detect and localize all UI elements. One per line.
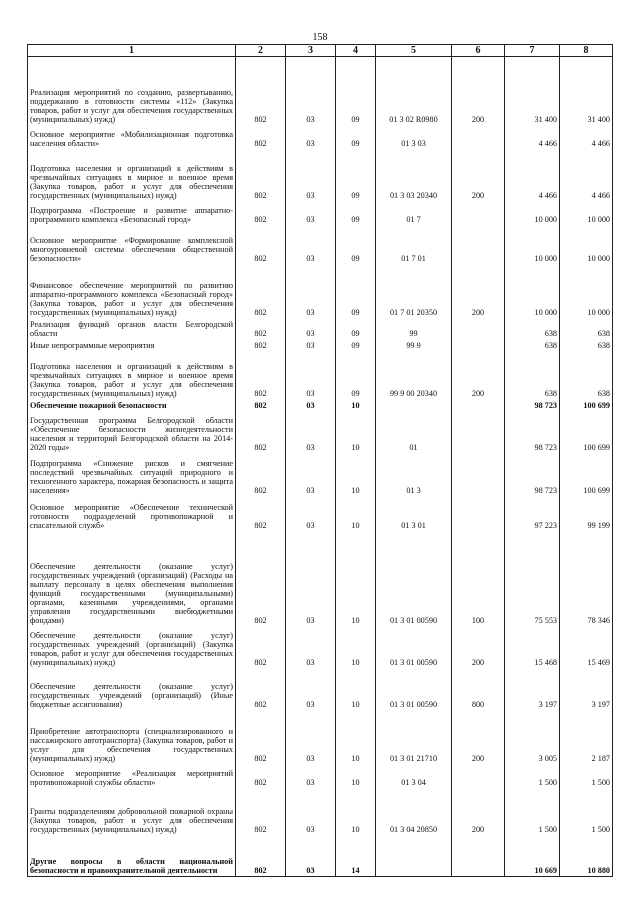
row-code-target: 01 3 01 00590 bbox=[376, 531, 452, 626]
row-code-target: 01 bbox=[376, 411, 452, 453]
row-code-expense-type: 200 bbox=[452, 149, 505, 201]
row-code-expense-type bbox=[452, 399, 505, 411]
row-code-expense-type bbox=[452, 453, 505, 496]
row-code-subsection: 09 bbox=[336, 201, 376, 225]
row-code-section: 03 bbox=[286, 788, 336, 835]
row-amount-year1: 10 000 bbox=[505, 225, 560, 264]
row-code-expense-type bbox=[452, 125, 505, 149]
table-row bbox=[28, 57, 613, 125]
row-code-target: 01 3 bbox=[376, 453, 452, 496]
row-code-ministry: 802 bbox=[236, 411, 286, 453]
row-code-expense-type: 200 bbox=[452, 626, 505, 668]
row-code-subsection: 09 bbox=[336, 264, 376, 318]
column-header: 8 bbox=[560, 45, 613, 57]
row-code-expense-type: 200 bbox=[452, 710, 505, 764]
row-amount-year1: 638 bbox=[505, 351, 560, 399]
row-code-target: 99 bbox=[376, 318, 452, 339]
row-amount-year2: 638 bbox=[560, 318, 613, 339]
row-amount-year2: 1 500 bbox=[560, 764, 613, 788]
row-code-target: 01 7 01 bbox=[376, 225, 452, 264]
row-description: Подпрограмма «Построение и развитие аппаратно-программного комплекса «Безопасный город» bbox=[28, 201, 236, 225]
table-row bbox=[28, 788, 613, 835]
row-code-subsection: 10 bbox=[336, 531, 376, 626]
table-row bbox=[28, 626, 613, 668]
row-code-target: 01 7 bbox=[376, 201, 452, 225]
row-amount-year2: 100 699 bbox=[560, 399, 613, 411]
row-code-ministry: 802 bbox=[236, 57, 286, 125]
row-code-subsection: 09 bbox=[336, 125, 376, 149]
row-code-subsection: 09 bbox=[336, 225, 376, 264]
row-code-ministry: 802 bbox=[236, 225, 286, 264]
row-code-target: 01 3 02 R0980 bbox=[376, 57, 452, 125]
row-amount-year1: 638 bbox=[505, 339, 560, 351]
column-header: 2 bbox=[236, 45, 286, 57]
row-amount-year2: 99 199 bbox=[560, 496, 613, 531]
row-code-target: 99 9 00 20340 bbox=[376, 351, 452, 399]
row-code-target: 01 3 04 20850 bbox=[376, 788, 452, 835]
column-header: 3 bbox=[286, 45, 336, 57]
row-amount-year2: 100 699 bbox=[560, 453, 613, 496]
row-description: Приобретение автотранспорта (специализированного и пассажирского автотранспорта) (Закупка товаров, работ и услуг для обеспечения государственных (муниципальных) нужд) bbox=[28, 710, 236, 764]
row-code-ministry: 802 bbox=[236, 264, 286, 318]
row-amount-year2: 4 466 bbox=[560, 125, 613, 149]
table-row bbox=[28, 125, 613, 149]
row-code-section: 03 bbox=[286, 57, 336, 125]
row-code-expense-type: 200 bbox=[452, 57, 505, 125]
table-row bbox=[28, 764, 613, 788]
row-description: Реализация мероприятий по созданию, развертыванию, поддержанию в готовности системы «112» (Закупка товаров, работ и услуг для обеспечения государственных (муниципальных) нужд) bbox=[28, 57, 236, 125]
row-code-section: 03 bbox=[286, 496, 336, 531]
row-amount-year2: 100 699 bbox=[560, 411, 613, 453]
row-code-target: 01 3 01 21710 bbox=[376, 710, 452, 764]
row-amount-year1: 10 000 bbox=[505, 264, 560, 318]
row-code-target bbox=[376, 835, 452, 877]
row-code-ministry: 802 bbox=[236, 201, 286, 225]
row-code-expense-type: 200 bbox=[452, 351, 505, 399]
table-row bbox=[28, 531, 613, 626]
page-number: 158 bbox=[312, 32, 328, 43]
row-description: Основное мероприятие «Мобилизационная подготовка населения области» bbox=[28, 125, 236, 149]
table-row bbox=[28, 225, 613, 264]
row-code-target: 01 3 03 20340 bbox=[376, 149, 452, 201]
table-row bbox=[28, 201, 613, 225]
row-code-section: 03 bbox=[286, 125, 336, 149]
row-code-subsection: 09 bbox=[336, 57, 376, 125]
row-code-subsection: 10 bbox=[336, 496, 376, 531]
row-amount-year2: 3 197 bbox=[560, 668, 613, 710]
row-code-section: 03 bbox=[286, 318, 336, 339]
row-amount-year2: 638 bbox=[560, 351, 613, 399]
row-code-expense-type bbox=[452, 411, 505, 453]
row-code-expense-type bbox=[452, 496, 505, 531]
row-code-expense-type: 100 bbox=[452, 531, 505, 626]
row-code-section: 03 bbox=[286, 411, 336, 453]
row-code-section: 03 bbox=[286, 225, 336, 264]
row-description: Реализация функций органов власти Белгородской области bbox=[28, 318, 236, 339]
table-row bbox=[28, 351, 613, 399]
row-code-subsection: 10 bbox=[336, 788, 376, 835]
row-code-ministry: 802 bbox=[236, 351, 286, 399]
row-amount-year2: 1 500 bbox=[560, 788, 613, 835]
row-code-subsection: 10 bbox=[336, 764, 376, 788]
table-row bbox=[28, 835, 613, 877]
row-code-ministry: 802 bbox=[236, 764, 286, 788]
row-description: Обеспечение деятельности (оказание услуг) государственных учреждений (организаций) (Расходы на выплату персоналу в целях обеспечения выполнения функций государственными (муниципальными) органами, казенными учреждениями, органами управления государственными внебюджетными фондами) bbox=[28, 531, 236, 626]
row-code-subsection: 10 bbox=[336, 668, 376, 710]
row-description: Гранты подразделениям добровольной пожарной охраны (Закупка товаров, работ и услуг для обеспечения государственных (муниципальных) нужд) bbox=[28, 788, 236, 835]
row-code-subsection: 09 bbox=[336, 149, 376, 201]
row-code-target: 01 3 03 bbox=[376, 125, 452, 149]
row-code-ministry: 802 bbox=[236, 496, 286, 531]
row-code-expense-type: 800 bbox=[452, 668, 505, 710]
row-code-section: 03 bbox=[286, 399, 336, 411]
row-description: Обеспечение деятельности (оказание услуг) государственных учреждений (организаций) (Закупка товаров, работ и услуг для обеспечения государственных (муниципальных) нужд) bbox=[28, 626, 236, 668]
row-code-expense-type bbox=[452, 201, 505, 225]
row-amount-year1: 97 223 bbox=[505, 496, 560, 531]
row-code-subsection: 10 bbox=[336, 710, 376, 764]
row-code-section: 03 bbox=[286, 339, 336, 351]
table-row bbox=[28, 453, 613, 496]
column-header: 1 bbox=[28, 45, 236, 57]
row-amount-year2: 10 880 bbox=[560, 835, 613, 877]
table-row bbox=[28, 264, 613, 318]
row-description: Обеспечение пожарной безопасности bbox=[28, 399, 236, 411]
row-code-section: 03 bbox=[286, 835, 336, 877]
row-code-subsection: 10 bbox=[336, 453, 376, 496]
row-amount-year1: 3 005 bbox=[505, 710, 560, 764]
row-description: Иные непрограммные мероприятия bbox=[28, 339, 236, 351]
table-row bbox=[28, 496, 613, 531]
row-code-target: 01 3 01 00590 bbox=[376, 668, 452, 710]
row-amount-year2: 4 466 bbox=[560, 149, 613, 201]
row-description: Обеспечение деятельности (оказание услуг) государственных учреждений (организаций) (Иные бюджетные ассигнования) bbox=[28, 668, 236, 710]
row-amount-year2: 78 346 bbox=[560, 531, 613, 626]
row-amount-year2: 2 187 bbox=[560, 710, 613, 764]
row-code-section: 03 bbox=[286, 351, 336, 399]
row-amount-year1: 4 466 bbox=[505, 125, 560, 149]
row-amount-year2: 15 469 bbox=[560, 626, 613, 668]
row-code-ministry: 802 bbox=[236, 125, 286, 149]
row-code-target: 01 7 01 20350 bbox=[376, 264, 452, 318]
row-code-target: 99 9 bbox=[376, 339, 452, 351]
row-amount-year1: 98 723 bbox=[505, 399, 560, 411]
row-amount-year1: 1 500 bbox=[505, 788, 560, 835]
row-code-subsection: 10 bbox=[336, 626, 376, 668]
row-amount-year1: 638 bbox=[505, 318, 560, 339]
row-code-ministry: 802 bbox=[236, 626, 286, 668]
row-code-section: 03 bbox=[286, 668, 336, 710]
row-code-subsection: 09 bbox=[336, 351, 376, 399]
row-amount-year1: 75 553 bbox=[505, 531, 560, 626]
table-row bbox=[28, 710, 613, 764]
row-code-section: 03 bbox=[286, 710, 336, 764]
row-code-ministry: 802 bbox=[236, 710, 286, 764]
row-code-expense-type bbox=[452, 764, 505, 788]
row-amount-year2: 31 400 bbox=[560, 57, 613, 125]
table-row bbox=[28, 318, 613, 339]
row-code-section: 03 bbox=[286, 264, 336, 318]
row-code-section: 03 bbox=[286, 201, 336, 225]
row-code-section: 03 bbox=[286, 626, 336, 668]
table-header-row bbox=[28, 45, 613, 57]
row-code-ministry: 802 bbox=[236, 668, 286, 710]
row-amount-year1: 1 500 bbox=[505, 764, 560, 788]
row-amount-year2: 10 000 bbox=[560, 264, 613, 318]
table-row bbox=[28, 411, 613, 453]
row-code-expense-type bbox=[452, 339, 505, 351]
row-code-expense-type bbox=[452, 318, 505, 339]
row-code-expense-type: 200 bbox=[452, 264, 505, 318]
row-code-ministry: 802 bbox=[236, 149, 286, 201]
row-code-expense-type bbox=[452, 835, 505, 877]
row-code-subsection: 09 bbox=[336, 339, 376, 351]
row-amount-year1: 31 400 bbox=[505, 57, 560, 125]
table-row bbox=[28, 149, 613, 201]
row-amount-year2: 10 000 bbox=[560, 201, 613, 225]
row-code-ministry: 802 bbox=[236, 835, 286, 877]
row-amount-year2: 638 bbox=[560, 339, 613, 351]
row-code-subsection: 09 bbox=[336, 318, 376, 339]
row-code-ministry: 802 bbox=[236, 453, 286, 496]
row-code-section: 03 bbox=[286, 149, 336, 201]
row-code-target: 01 3 01 bbox=[376, 496, 452, 531]
row-code-subsection: 14 bbox=[336, 835, 376, 877]
column-header: 4 bbox=[336, 45, 376, 57]
row-description: Государственная программа Белгородской области «Обеспечение безопасности жизнедеятельности населения и территорий Белгородской области на 2014-2020 годы» bbox=[28, 411, 236, 453]
row-amount-year1: 98 723 bbox=[505, 411, 560, 453]
table-row bbox=[28, 339, 613, 351]
row-code-expense-type bbox=[452, 225, 505, 264]
column-header: 7 bbox=[505, 45, 560, 57]
row-code-target: 01 3 04 bbox=[376, 764, 452, 788]
row-code-ministry: 802 bbox=[236, 318, 286, 339]
table-row bbox=[28, 668, 613, 710]
row-description: Подпрограмма «Снижение рисков и смягчение последствий чрезвычайных ситуаций природного и техногенного характера, пожарная безопасность и защита населения» bbox=[28, 453, 236, 496]
row-code-ministry: 802 bbox=[236, 531, 286, 626]
row-code-section: 03 bbox=[286, 764, 336, 788]
row-code-section: 03 bbox=[286, 531, 336, 626]
row-amount-year1: 3 197 bbox=[505, 668, 560, 710]
row-amount-year1: 4 466 bbox=[505, 149, 560, 201]
row-code-ministry: 802 bbox=[236, 399, 286, 411]
row-amount-year1: 10 000 bbox=[505, 201, 560, 225]
row-description: Основное мероприятие «Обеспечение технической готовности подразделений противопожарной и спасательной служб» bbox=[28, 496, 236, 531]
row-code-section: 03 bbox=[286, 453, 336, 496]
row-code-subsection: 10 bbox=[336, 411, 376, 453]
column-header: 5 bbox=[376, 45, 452, 57]
row-code-expense-type: 200 bbox=[452, 788, 505, 835]
column-header: 6 bbox=[452, 45, 505, 57]
row-code-subsection: 10 bbox=[336, 399, 376, 411]
row-code-ministry: 802 bbox=[236, 788, 286, 835]
row-description: Основное мероприятие «Формирование комплексной многоуровневой системы обеспечения общественной безопасности» bbox=[28, 225, 236, 264]
row-code-target: 01 3 01 00590 bbox=[376, 626, 452, 668]
row-code-ministry: 802 bbox=[236, 339, 286, 351]
row-amount-year1: 98 723 bbox=[505, 453, 560, 496]
row-description: Подготовка населения и организаций к действиям в чрезвычайных ситуациях в мирное и военное время (Закупка товаров, работ и услуг для обеспечения государственных (муниципальных) нужд) bbox=[28, 351, 236, 399]
table-row bbox=[28, 399, 613, 411]
row-description: Финансовое обеспечение мероприятий по развитию аппаратно-программного комплекса «Безопасный город» (Закупка товаров, работ и услуг для обеспечения государственных (муниципальных) нужд) bbox=[28, 264, 236, 318]
budget-table bbox=[27, 44, 613, 877]
row-code-target bbox=[376, 399, 452, 411]
row-amount-year1: 10 669 bbox=[505, 835, 560, 877]
row-description: Основное мероприятие «Реализация мероприятий противопожарной службы области» bbox=[28, 764, 236, 788]
row-amount-year2: 10 000 bbox=[560, 225, 613, 264]
row-description: Подготовка населения и организаций к действиям в чрезвычайных ситуациях в мирное и военное время (Закупка товаров, работ и услуг для обеспечения государственных (муниципальных) нужд) bbox=[28, 149, 236, 201]
row-amount-year1: 15 468 bbox=[505, 626, 560, 668]
row-description: Другие вопросы в области национальной безопасности и правоохранительной деятельности bbox=[28, 835, 236, 877]
